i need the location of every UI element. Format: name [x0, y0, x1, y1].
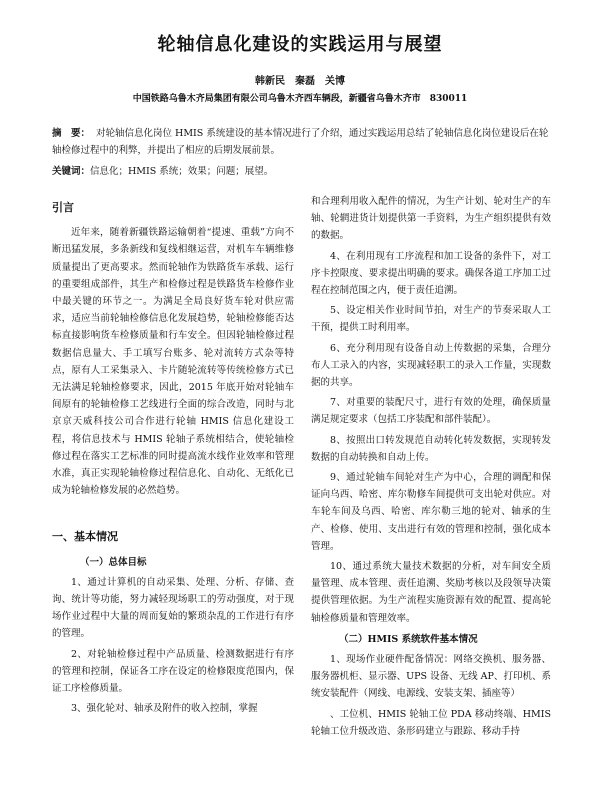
goal-item: 10、通过系统大量技术数据的分析，对车间安全质量管理、成本管理、责任追溯、奖励考核以及段领导决策提供管理依据。为生产流程实施资源有效的配置、提高轮轴检修质量和管理效率。	[311, 561, 551, 624]
authors: 韩新民 秦磊 关博	[255, 76, 345, 87]
goal-item: 7、对重要的装配尺寸，进行有效的处理，确保质量满足规定要求（包括工序装配和部件装配）。	[311, 397, 551, 426]
goal-item: 1、通过计算机的自动采集、处理、分析、存储、查询、统计等功能，努力减轻现场职工的劳动强度，对于现场作业过程中大量的周而复始的繁琐杂乱的工作进行有序的管理。	[52, 576, 294, 640]
hmis-item: 、工位机、HMIS 轮轴工位 PDA 移动终端、HMIS 轮轴工位升级改造、条形码建立与跟踪、移动手持	[311, 708, 551, 737]
right-column	[311, 193, 551, 743]
goal-item: 3、强化轮对、轴承及附件的收入控制，掌握	[71, 703, 258, 715]
section-basic-heading: 一、基本情况	[52, 530, 118, 544]
goal-item: 9、通过轮轴车间轮对生产为中心，合理的调配和保证向乌西、哈密、库尔勒修车间提供可支出轮对供应。对车轮车间及乌西、哈密、库尔勒三地的轮对、轴承的生产、检修、使用、支出进行有效的管理和控制，强化成本管理。	[311, 472, 551, 552]
intro-paragraph: 近年来，随着新疆铁路运输朝着“提速、重载”方向不断迅猛发展，多条新线和复线相继运营，对机车车辆维修质量提出了更高要求。然而轮轴作为铁路货车承载、运行的重要组成部件，其生产和检修过程是铁路货车检修作业中最关键的环节之一。为满足全局良好货车轮对供应需求，适应当前轮轴检修信息化发展趋势，轮轴检修能否达标直接影响货车检修质量和行车安全。但因轮轴检修过程数据信息量大、手工填写台账多、轮对流转方式杂等特点，原有人工采集录入、卡片随轮流转等传统检修方式已无法满足轮轴检修要求，因此，2015 年底开始对轮轴车间原有的轮轴检修工艺线进行全面的综合改造，同时与北京京天威科技公司合作进行轮轴 HMIS 信息化建设工程，将信息技术与 HMIS 轮轴子系统相结合，使轮轴检修过程在落实工艺标准的同时提高流水线作业效率和管理水准，真正实现轮轴检修过程信息化、自动化、无纸化已成为轮轴检修发展的必然趋势。	[52, 227, 294, 497]
paper-title: 轮轴信息化建设的实践运用与展望	[157, 34, 443, 55]
keywords-text: 信息化；HMIS 系统；效果；问题；展望。	[90, 166, 274, 177]
subsection-goals-heading: （一）总体目标	[80, 556, 147, 568]
goal-item: 8、按照出口转发规范自动转化转发数据，实现转发数据的自动转换和自动上传。	[311, 434, 551, 463]
goal-item: 6、充分利用现有设备自动上传数据的采集，合理分布人工录入的内容，实现减轻职工的录入工作量，实现数据的共享。	[311, 342, 551, 389]
hmis-item: 1、现场作业硬件配备情况：网络交换机、服务器、服务器机柜、显示器、UPS 设备、无线 AP、打印机、系统安装配件（网线、电源线、安装支架、插座等）	[311, 654, 551, 700]
abstract	[52, 125, 552, 159]
goal-item: 5、设定相关作业时间节拍，对生产的节奏采取人工干预，提供工时利用率。	[311, 305, 551, 334]
keywords-label: 关键词：	[52, 166, 91, 177]
left-column	[52, 193, 294, 720]
continued-paragraph: 和合理利用收入配件的情况，为生产计划、轮对生产的车轴、轮辋进货计划提供第一手资料，为生产组织提供有效的数据。	[311, 196, 551, 242]
keywords	[52, 163, 552, 180]
affiliation: 中国铁路乌鲁木齐局集团有限公司乌鲁木齐西车辆段，新疆省乌鲁木齐市 830011	[132, 94, 468, 104]
goal-item: 2、对轮轴检修过程中产品质量、检测数据进行有序的管理和控制，保证各工序在设定的检修限度范围内，保证工序检修质量。	[52, 648, 294, 695]
abstract-label: 摘 要：	[52, 128, 91, 139]
subsection-hmis-heading: （二）HMIS 系统软件基本情况	[339, 633, 478, 645]
intro-heading: 引言	[52, 201, 74, 214]
goal-item: 4、在利用现有工序流程和加工设备的条件下，对工序卡控限度、要求提出明确的要求。确保各道工序加工过程在控制范围之内，便于责任追溯。	[311, 250, 551, 297]
abstract-text: 对轮轴信息化岗位 HMIS 系统建设的基本情况进行了介绍，通过实践运用总结了轮轴信息化岗位建设后在轮轴检修过程中的利弊，并提出了相应的后期发展前景。	[52, 128, 549, 156]
